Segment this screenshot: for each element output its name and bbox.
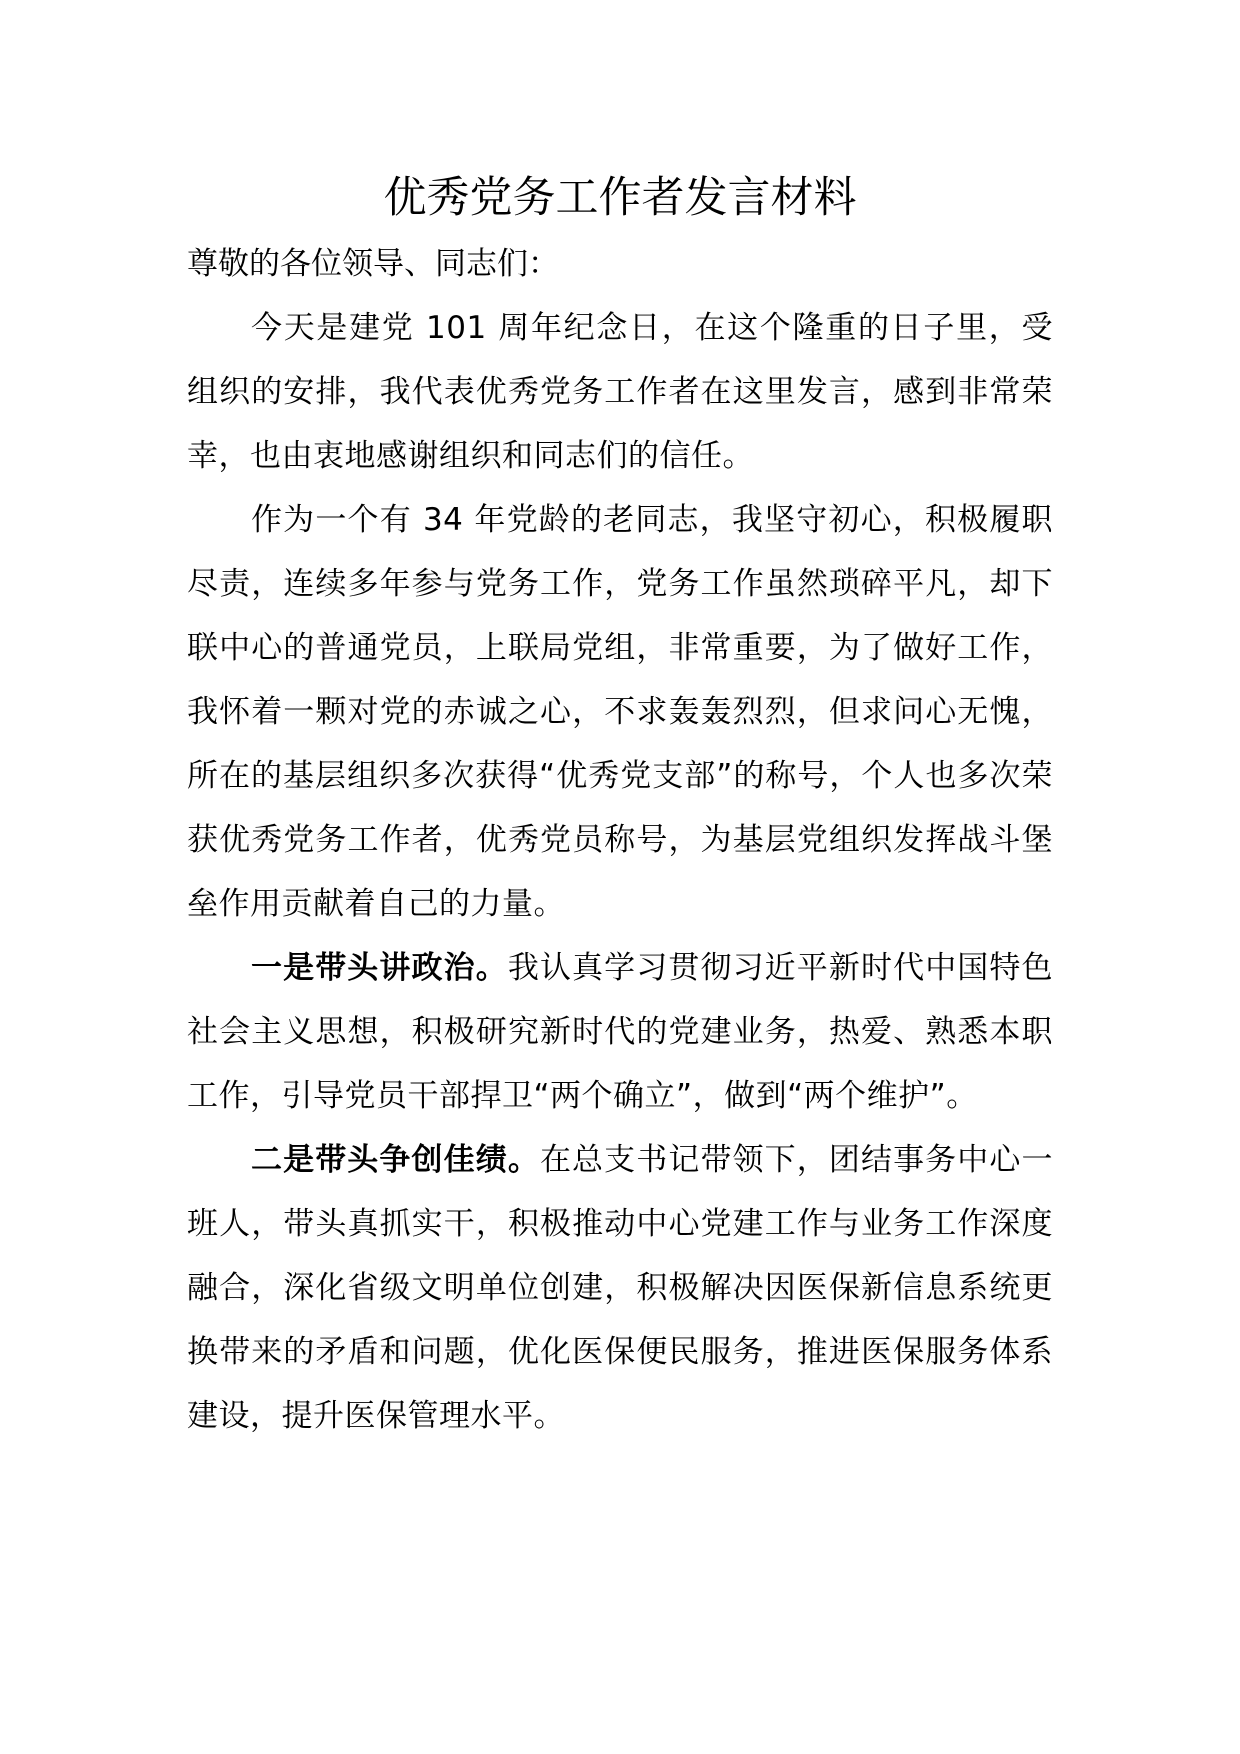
paragraph-text: 今天是建党 101 周年纪念日，在这个隆重的日子里，受组织的安排，我代表优秀党务工作者在这里发言，感到非常荣幸，也由衷地感谢组织和同志们的信任。	[187, 310, 1053, 474]
paragraph-text: 我认真学习贯彻习近平新时代中国特色社会主义思想，积极研究新时代的党建业务，热爱、熟悉本职工作，引导党员干部捍卫“两个确立”，做到“两个维护”。	[187, 950, 1054, 1114]
paragraph-text: 作为一个有 34 年党龄的老同志，我坚守初心，积极履职尽责，连续多年参与党务工作，党务工作虽然琐碎平凡，却下联中心的普通党员，上联局党组，非常重要，为了做好工作，我怀着一颗对党的赤诚之心，不求轰轰烈烈，但求问心无愧，所在的基层组织多次获得“优秀党支部”的称号，个人也多次荣获优秀党务工作者，优秀党员称号，为基层党组织发挥战斗堡垒作用贡献着自己的力量。	[187, 502, 1053, 922]
paragraph-text: 在总支书记带领下，团结事务中心一班人，带头真抓实干，积极推动中心党建工作与业务工作深度融合，深化省级文明单位创建，积极解决因医保新信息系统更换带来的矛盾和问题，优化医保便民服务，推进医保服务体系建设，提升医保管理水平。	[187, 1142, 1053, 1434]
paragraph-lead: 二是带头争创佳绩。	[251, 1142, 540, 1178]
document-title: 优秀党务工作者发言材料	[383, 173, 857, 223]
salutation: 尊敬的各位领导、同志们：	[187, 246, 559, 282]
paragraph-opening	[187, 296, 1053, 488]
paragraph-point-two	[187, 1128, 1053, 1448]
paragraph-lead: 一是带头讲政治。	[251, 950, 508, 986]
paragraph-point-one	[187, 936, 1053, 1128]
document-body	[187, 238, 1053, 1448]
paragraph-background	[187, 488, 1053, 936]
